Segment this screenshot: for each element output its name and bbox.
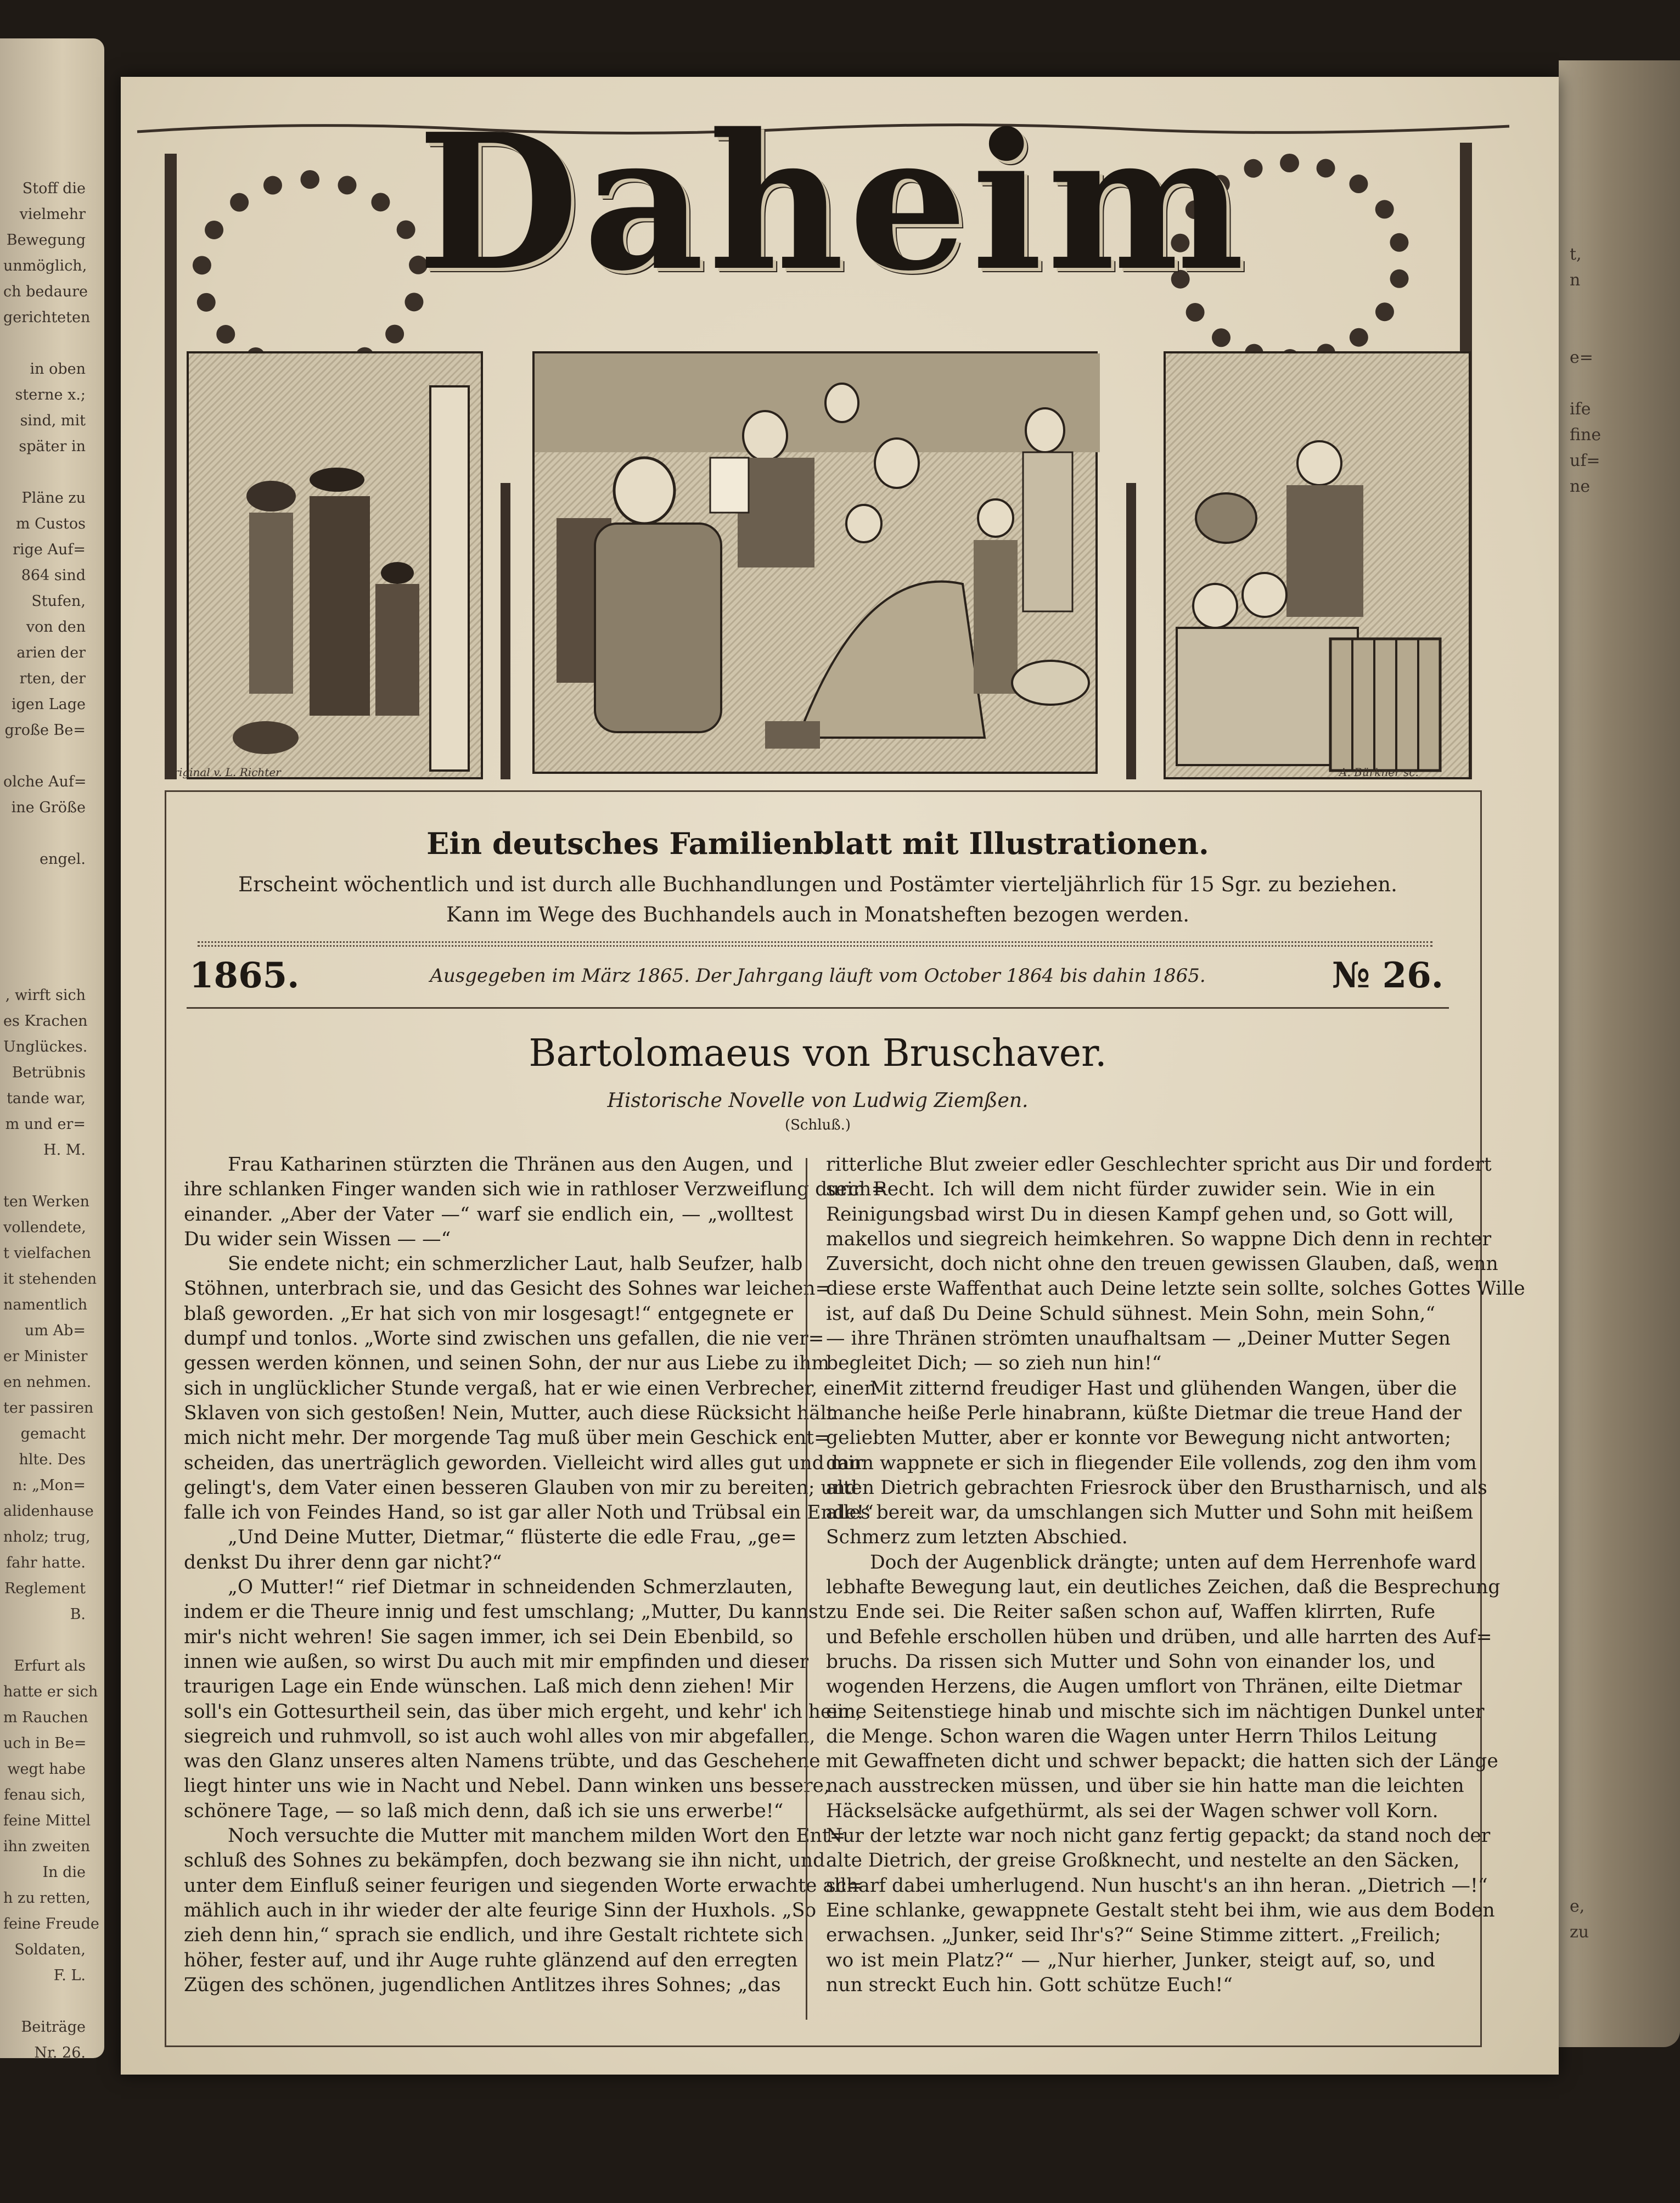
margin-text-fragment: er Minister [3,1348,88,1365]
text-line: mich nicht mehr. Der morgende Tag muß über mein Geschick ent= [184,1427,830,1449]
text-line: erwachsen. „Junker, seid Ihr's?“ Seine Stimme zittert. „Freilich; [826,1924,1441,1947]
margin-text-fragment: n [1570,271,1581,290]
text-line: traurigen Lage ein Ende wünschen. Laß mich denn ziehen! Mir [184,1676,794,1698]
margin-text-fragment: olche Auf= [3,773,87,790]
margin-text-fragment: H. M. [43,1142,86,1159]
margin-text-fragment: 864 sind [21,567,86,584]
text-line: sein Recht. Ich will dem nicht fürder zuwider sein. Wie in ein [826,1178,1435,1201]
text-line: Zuversicht, doch nicht ohne den treuen gewissen Glauben, daß, wenn [826,1253,1498,1275]
text-line: soll's ein Gottesurtheil sein, das über mich ergeht, und kehr' ich heim, [184,1700,862,1723]
margin-text-fragment: vollendete, [3,1219,86,1236]
text-line: Reinigungsbad wirst Du in diesen Kampf gehen und, so Gott will, [826,1203,1454,1226]
text-line: innen wie außen, so wirst Du auch mit mir empfinden und dieser [184,1650,809,1673]
margin-text-fragment: hatte er sich [3,1683,98,1700]
text-line: wo ist mein Platz?“ — „Nur hierher, Junker, steigt auf, so, und [826,1949,1435,1971]
margin-text-fragment: h zu retten, [3,1890,91,1907]
margin-text-fragment: tande war, [7,1090,86,1107]
text-line: makellos und siegreich heimkehren. So wappne Dich denn in rechter [826,1228,1492,1250]
margin-text-fragment: e, [1570,1897,1585,1916]
center-right-post-ornament [1126,483,1136,779]
story-subtitle: Historische Novelle von Ludwig Ziemßen. [607,1089,1029,1112]
text-line: gessen werden können, und seinen Sohn, der nur aus Liebe zu ihm [184,1352,830,1375]
margin-text-fragment: Nr. 26. [34,2044,86,2061]
margin-text-fragment: Bewegung [6,232,86,249]
publication-info-line-2: Kann im Wege des Buchhandels auch in Monatsheften bezogen werden. [446,903,1190,926]
margin-text-fragment: ine Größe [11,799,86,816]
text-line: manche heiße Perle hinabrann, küßte Dietmar die treue Hand der [826,1402,1462,1424]
left-post-ornament [165,154,177,779]
text-line: Zügen des schönen, jugendlichen Antlitzes ihres Sohnes; „das [184,1974,781,1996]
margin-text-fragment: später in [19,438,86,455]
margin-text-fragment: nholz; trug, [3,1528,91,1546]
margin-text-fragment: ten Werken [3,1193,89,1210]
text-line: Sie endete nicht; ein schmerzlicher Laut, halb Seufzer, halb [228,1253,803,1275]
margin-text-fragment: Unglückes. [3,1038,88,1055]
margin-text-fragment: F. L. [53,1967,86,1984]
text-line: alten Dietrich gebrachten Friesrock über den Brustharnisch, und als [826,1476,1487,1499]
text-line: und Befehle erschollen hüben und drüben, und alle harrten des Auf= [826,1626,1492,1648]
margin-text-fragment: e= [1570,348,1593,367]
text-line: zu Ende sei. Die Reiter saßen schon auf, Waffen klirrten, Rufe [826,1601,1435,1623]
margin-text-fragment: fenau sich, [3,1786,86,1803]
story-continuation: (Schluß.) [784,1117,851,1133]
text-line: mit Gewaffneten dicht und schwer bepackt; die hatten sich der Länge [826,1750,1498,1773]
margin-text-fragment: gerichteten [3,309,91,326]
margin-text-fragment: Betrübnis [12,1064,86,1081]
dotted-rule-top [198,941,1432,943]
margin-text-fragment: fahr hatte. [6,1554,86,1571]
left-wreath-ornament [192,170,428,379]
text-line: „Und Deine Mutter, Dietmar,“ flüsterte die edle Frau, „ge= [228,1526,797,1549]
masthead-title: Daheim [417,93,1249,312]
text-line: denkst Du ihrer denn gar nicht?“ [184,1551,502,1573]
text-line: schluß des Sohnes zu bekämpfen, doch bezwang sie ihn nicht, und [184,1850,825,1872]
margin-text-fragment: B. [70,1606,86,1623]
next-pages-edge [1559,60,1680,2047]
text-line: höher, fester auf, und ihr Auge ruhte glänzend auf den erregten [184,1949,798,1971]
text-line: einander. „Aber der Vater —“ warf sie endlich ein, — „wolltest [184,1203,793,1226]
margin-text-fragment: ne [1570,477,1591,496]
margin-text-fragment: sind, mit [20,412,86,429]
margin-text-fragment: m und er= [5,1116,86,1133]
text-line: liegt hinter uns wie in Nacht und Nebel. Dann winken uns bessere, [184,1775,830,1797]
margin-text-fragment: igen Lage [11,696,86,713]
issue-rule [187,1007,1449,1009]
text-line: alte Dietrich, der greise Großknecht, und nestelte an den Säcken, [826,1850,1460,1872]
margin-text-fragment: t vielfachen [3,1245,91,1262]
issue-year: 1865. [189,955,300,996]
dotted-rule-top-2 [198,945,1432,947]
text-line: was den Glanz unseres alten Namens trübte, und das Geschehene [184,1750,821,1773]
text-line: bruchs. Da rissen sich Mutter und Sohn von einander los, und [826,1650,1435,1673]
margin-text-fragment: rten, der [19,670,86,687]
margin-text-fragment: Reglement [4,1580,86,1597]
issue-dates: Ausgegeben im März 1865. Der Jahrgang läuft vom October 1864 bis dahin 1865. [430,965,1206,987]
text-line: „O Mutter!“ rief Dietmar in schneidenden Schmerzlauten, [228,1576,793,1599]
margin-text-fragment: namentlich [3,1296,88,1313]
margin-text-fragment: engel. [40,851,86,868]
margin-text-fragment: zu [1570,1923,1589,1942]
text-line: falle ich von Feindes Hand, so ist gar aller Noth und Trübsal ein Ende!“ [184,1502,874,1524]
text-line: Noch versuchte die Mutter mit manchem milden Wort den Ent= [228,1825,846,1847]
text-line: scharf dabei umherlugend. Nun huscht's an ihn heran. „Dietrich —!“ [826,1874,1488,1897]
text-line: Frau Katharinen stürzten die Thränen aus den Augen, und [228,1154,793,1176]
text-line: Häckselsäcke aufgethürmt, als sei der Wagen schwer voll Korn. [826,1800,1439,1822]
margin-text-fragment: In die [42,1864,86,1881]
text-line: diese erste Waffenthat auch Deine letzte sein sollte, solches Gottes Wille [826,1278,1525,1300]
paper-subtitle: Ein deutsches Familienblatt mit Illustrationen. [426,826,1209,861]
text-line: ritterliche Blut zweier edler Geschlechter spricht aus Dir und fordert [826,1154,1492,1176]
text-line: wogenden Herzens, die Augen umflort von Thränen, eilte Dietmar [826,1676,1462,1698]
margin-text-fragment: Soldaten, [14,1941,86,1958]
text-line: zieh denn hin,“ sprach sie endlich, und ihre Gestalt richtete sich [184,1924,804,1947]
text-line: begleitet Dich; — so zieh nun hin!“ [826,1352,1162,1375]
text-line: Schmerz zum letzten Abschied. [826,1526,1128,1549]
margin-text-fragment: uch in Be= [3,1735,87,1752]
margin-text-fragment: sterne x.; [15,386,86,403]
text-line: alles bereit war, da umschlangen sich Mutter und Sohn mit heißem [826,1502,1474,1524]
text-line: blaß geworden. „Er hat sich von mir losgesagt!“ entgegnete er [184,1302,793,1325]
margin-text-fragment: t, [1570,245,1582,264]
text-line: eine Seitenstiege hinab und mischte sich im nächtigen Dunkel unter [826,1700,1485,1723]
margin-text-fragment: unmöglich, [3,257,87,274]
margin-text-fragment: um Ab= [25,1322,86,1339]
margin-text-fragment: alidenhause [3,1503,94,1520]
text-line: ist, auf daß Du Deine Schuld sühnest. Mein Sohn, mein Sohn,“ [826,1302,1435,1325]
text-line: Eine schlanke, gewappnete Gestalt steht bei ihm, wie aus dem Boden [826,1899,1495,1921]
margin-text-fragment: Erfurt als [14,1657,86,1674]
text-line: Mit zitternd freudiger Hast und glühenden Wangen, über die [870,1377,1457,1400]
margin-text-fragment: es Krachen [3,1013,88,1030]
center-left-post-ornament [501,483,510,779]
margin-text-fragment: in oben [30,361,86,378]
previous-page-edge [0,38,104,2061]
margin-text-fragment: Beiträge [21,2019,86,2036]
margin-text-fragment: feine Freude [3,1915,99,1932]
text-line: nun streckt Euch hin. Gott schütze Euch!“ [826,1974,1233,1996]
margin-text-fragment: m Rauchen [3,1709,88,1726]
illustration-credit-right: A. Bürkner sc. [1339,766,1419,779]
text-line: — ihre Thränen strömten unaufhaltsam — „Deiner Mutter Segen [826,1328,1451,1350]
margin-text-fragment: m Custos [15,515,86,532]
margin-text-fragment: , wirft sich [5,987,86,1004]
publication-info-line-1: Erscheint wöchentlich und ist durch alle Buchhandlungen und Postämter vierteljährlich für 15 Sgr. zu beziehen. [238,873,1397,896]
text-line: die Menge. Schon waren die Wagen unter Herrn Thilos Leitung [826,1725,1437,1747]
text-line: nach ausstrecken müssen, und über sie hin hatte man die leichten [826,1775,1464,1797]
margin-text-fragment: feine Mittel [3,1812,91,1829]
text-line: unter dem Einfluß seiner feurigen und siegenden Worte erwachte all= [184,1874,862,1897]
text-line: scheiden, das unerträglich geworden. Vielleicht wird alles gut und mir [184,1452,863,1474]
margin-text-fragment: it stehenden [3,1271,97,1288]
margin-text-fragment: ter passiren [3,1400,94,1417]
text-line: schönere Tage, — so laß mich denn, daß ich sie uns erwerbe!“ [184,1800,784,1822]
text-column-right [826,1153,1525,2009]
margin-text-fragment: rige Auf= [13,541,86,558]
margin-text-fragment: Stoff die [22,180,86,197]
text-line: gelingt's, dem Vater einen besseren Glauben von mir zu bereiten; und [184,1476,857,1499]
margin-text-fragment: wegt habe [7,1761,86,1778]
story-title: Bartolomaeus von Bruschaver. [529,1032,1107,1075]
text-line: siegreich und ruhmvoll, so ist auch wohl alles von mir abgefallen, [184,1725,816,1747]
text-line: ihre schlanken Finger wanden sich wie in rathloser Verzweiflung durch= [184,1178,887,1201]
margin-text-fragment: hlte. Des [19,1451,86,1468]
margin-text-fragment: vielmehr [19,206,86,223]
margin-text-fragment: arien der [16,644,86,661]
text-line: Doch der Augenblick drängte; unten auf dem Herrenhofe ward [870,1551,1476,1573]
illustration-family-scene [532,351,1098,774]
text-line: Stöhnen, unterbrach sie, und das Gesicht des Sohnes war leichen= [184,1278,831,1300]
text-line: Sklaven von sich gestoßen! Nein, Mutter, auch diese Rücksicht hält [184,1402,834,1424]
text-line: mir's nicht wehren! Sie sagen immer, ich sei Dein Ebenbild, so [184,1626,793,1648]
issue-number: № 26. [1331,955,1443,996]
text-line: lebhafte Bewegung laut, ein deutliches Zeichen, daß die Besprechung [826,1576,1501,1599]
text-line: geliebten Mutter, aber er konnte vor Bewegung nicht antworten; [826,1427,1451,1449]
margin-text-fragment: ihn zweiten [3,1838,91,1855]
margin-text-fragment: en nehmen. [3,1374,92,1391]
margin-text-fragment: Pläne zu [21,490,86,507]
margin-text-fragment: große Be= [4,722,86,739]
margin-text-fragment: ife [1570,400,1591,419]
column-divider [806,1158,807,2020]
margin-text-fragment: n: „Mon= [13,1477,86,1494]
text-line: Nur der letzte war noch nicht ganz fertig gepackt; da stand noch der [826,1825,1491,1847]
illustration-family-at-door [187,351,483,779]
illustration-credit-left: Original v. L. Richter [165,766,281,779]
text-line: Du wider sein Wissen — —“ [184,1228,451,1250]
text-line: sich in unglücklicher Stunde vergaß, hat er wie einen Verbrecher, einen [184,1377,876,1400]
text-line: dann wappnete er sich in fliegender Eile vollends, zog den ihm vom [826,1452,1477,1474]
margin-text-fragment: Stufen, [31,593,86,610]
illustration-harvest-scene [1164,351,1471,779]
margin-text-fragment: fine [1570,425,1602,445]
margin-text-fragment: gemacht [20,1425,86,1442]
margin-text-fragment: ch bedaure [3,283,88,300]
margin-text-fragment: uf= [1570,451,1600,470]
margin-text-fragment: von den [26,619,86,636]
text-column-left [184,1153,887,2009]
text-line: indem er die Theure innig und fest umschlang; „Mutter, Du kannst [184,1601,826,1623]
text-line: mählich auch in ihr wieder der alte feurige Sinn der Huxhols. „So [184,1899,817,1921]
text-line: dumpf und tonlos. „Worte sind zwischen uns gefallen, die nie ver= [184,1328,824,1350]
